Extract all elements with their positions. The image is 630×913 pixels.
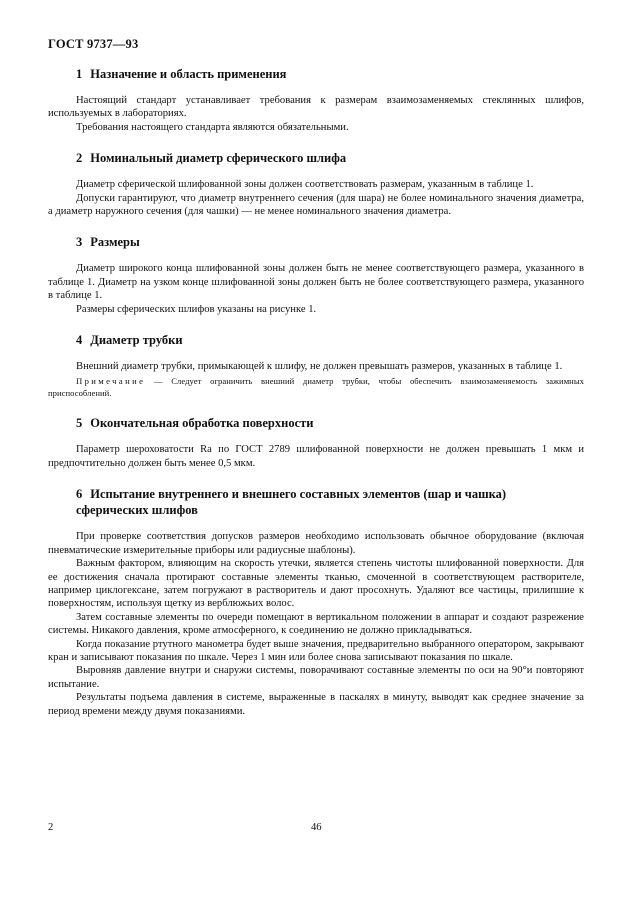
section-3 bbox=[48, 234, 584, 316]
page-number-center: 46 bbox=[311, 822, 322, 833]
section-number: 1 bbox=[76, 67, 83, 81]
section-number: 6 bbox=[76, 487, 83, 502]
note-label: Примечание bbox=[76, 376, 146, 387]
document-code-header: ГОСТ 9737—93 bbox=[48, 37, 139, 51]
note-text: — Следует ограничить внешний диаметр трубки, чтобы обеспечить взаимозаменяемость зажимных приспособлений. bbox=[48, 376, 584, 398]
paragraph: При проверке соответствия допусков размеров необходимо использовать обычное оборудование (включая пневматические измерительные приборы или радиусные шаблоны). bbox=[48, 531, 584, 556]
paragraph: Параметр шероховатости Ra по ГОСТ 2789 шлифованной поверхности не должен превышать 1 мкм и предпочтительно должен быть менее 0,5 мкм. bbox=[48, 444, 584, 469]
note bbox=[48, 376, 584, 399]
paragraph: Результаты подъема давления в системе, выраженные в паскалях в минуту, выводят как среднее значение за период времени между двумя показаниями. bbox=[48, 692, 584, 717]
section-title: Назначение и область применения bbox=[90, 67, 287, 81]
section-number: 3 bbox=[76, 235, 83, 250]
paragraph: Настоящий стандарт устанавливает требования к размерам взаимозаменяемых стеклянных шлифов, используемых в лабораториях. bbox=[48, 95, 584, 120]
document-body bbox=[48, 66, 584, 734]
paragraph: Важным фактором, влияющим на скорость утечки, является степень чистоты шлифованной поверхности. Для ее достижения сначала протирают составные элементы тканью, смоченной в соответствующем растворителе, например циклогексане, затем погружают в растворитель и дают просохнуть. Удаляют все частицы, прилипшие к поверхностям, используя щетку из верблюжьих волос. bbox=[48, 558, 584, 610]
section-heading bbox=[48, 486, 584, 518]
section-title: Испытание внутреннего и внешнего составных элементов (шар и чашка) bbox=[90, 487, 507, 502]
paragraph: Выровняв давление внутри и снаружи системы, поворачивают составные элементы по оси на 90°и повторяют испытание. bbox=[48, 665, 584, 690]
section-number: 2 bbox=[76, 151, 83, 166]
paragraph: Диаметр широкого конца шлифованной зоны должен быть не менее соответствующего размера, указанного в таблице 1. Диаметр на узком конце шлифованной зоны должен быть не более соответствующего размера, указанного в таблице 1. bbox=[48, 263, 584, 302]
section-heading bbox=[48, 150, 584, 166]
section-heading bbox=[48, 415, 584, 431]
paragraph: Когда показание ртутного манометра будет выше значения, предварительно выбранного оператором, закрывают кран и записывают показания по шкале. Через 1 мин или более снова записывают показания по шкале. bbox=[48, 638, 584, 663]
section-title: Размеры bbox=[90, 235, 140, 250]
paragraph: Допуски гарантируют, что диаметр внутреннего сечения (для шара) не более номинального значения диаметра, а диаметр наружного сечения (для чашки) — не менее номинального значения диаметра. bbox=[48, 192, 584, 218]
section-heading bbox=[48, 234, 584, 250]
section-1 bbox=[48, 66, 584, 134]
paragraph: Требования настоящего стандарта являются обязательными. bbox=[76, 121, 349, 133]
section-4 bbox=[48, 332, 584, 399]
section-number: 4 bbox=[76, 333, 83, 348]
section-number: 5 bbox=[76, 416, 83, 431]
section-2 bbox=[48, 150, 584, 218]
paragraph: Диаметр сферической шлифованной зоны должен соответствовать размерам, указанным в таблице 1. bbox=[76, 179, 534, 191]
section-title: Окончательная обработка поверхности bbox=[90, 416, 314, 431]
section-5 bbox=[48, 415, 584, 470]
paragraph: Размеры сферических шлифов указаны на рисунке 1. bbox=[76, 303, 317, 315]
section-6 bbox=[48, 486, 584, 718]
section-title: Номинальный диаметр сферического шлифа bbox=[90, 151, 347, 166]
section-title: Диаметр трубки bbox=[90, 333, 183, 348]
paragraph: Внешний диаметр трубки, примыкающей к шлифу, не должен превышать размеров, указанных в таблице 1. bbox=[76, 361, 563, 373]
section-heading bbox=[48, 66, 584, 82]
section-heading bbox=[48, 332, 584, 348]
page-number-left: 2 bbox=[48, 822, 54, 833]
paragraph: Затем составные элементы по очереди помещают в вертикальном положении в аппарат и создают разрежение системы. Никакого давления, кроме атмосферного, к соединению не должно прикладываться. bbox=[48, 611, 584, 637]
section-title-continuation: сферических шлифов bbox=[76, 503, 198, 518]
